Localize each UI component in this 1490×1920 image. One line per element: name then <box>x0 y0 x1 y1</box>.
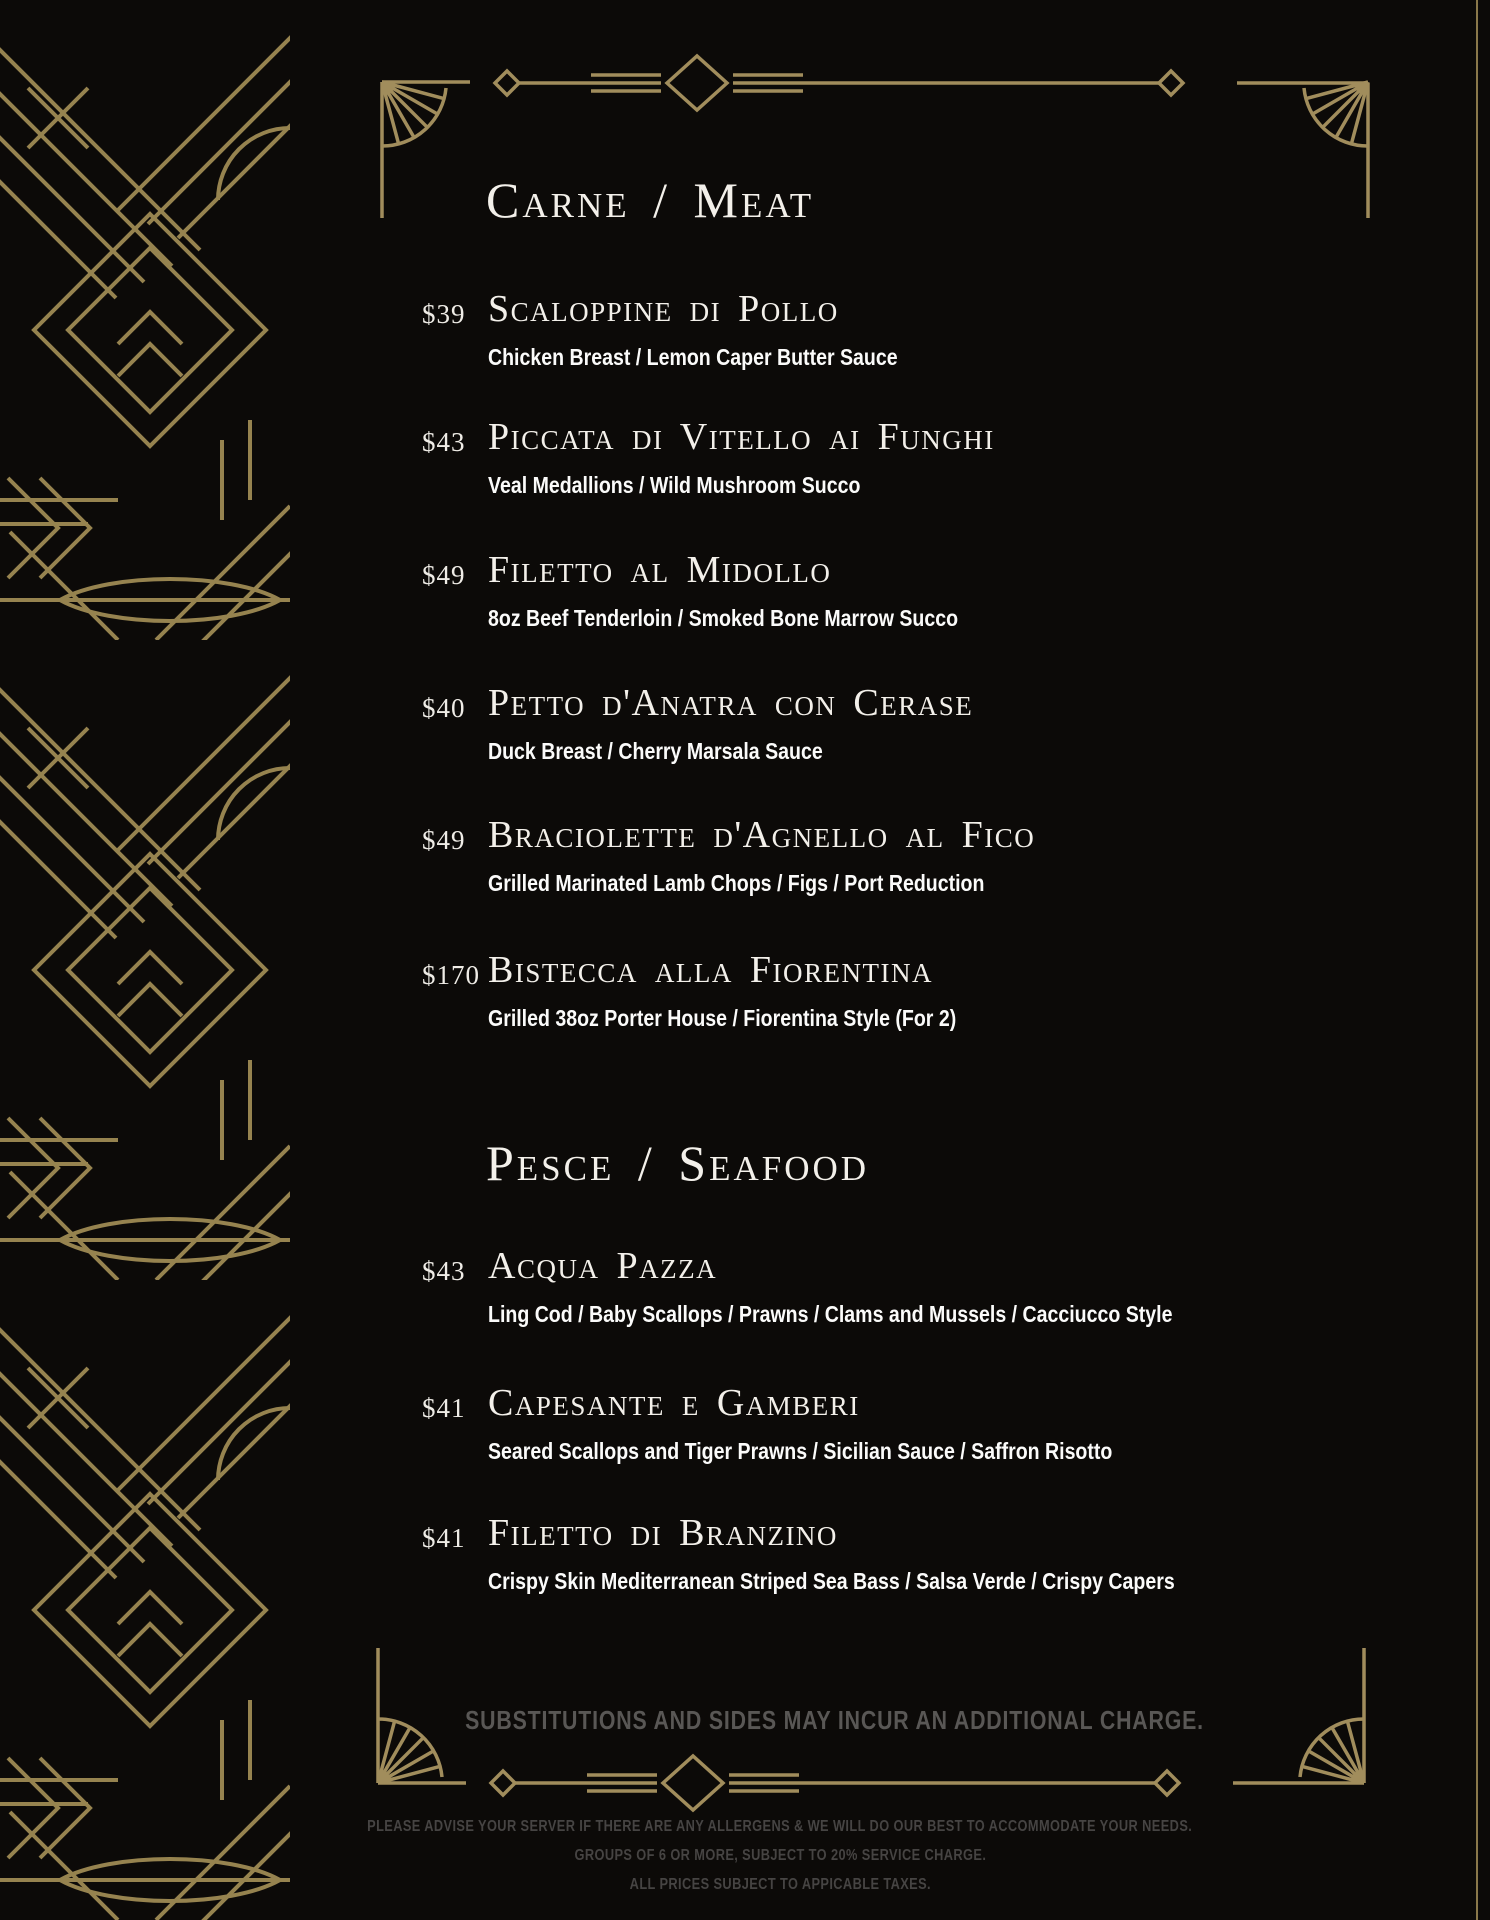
item-price: $41 <box>422 1523 466 1553</box>
section-title-carne-meat: Carne / Meat <box>486 172 815 228</box>
menu-item <box>0 813 1490 931</box>
section-title-pesce-seafood: Pesce / Seafood <box>486 1135 870 1191</box>
menu-item <box>0 681 1490 799</box>
item-description: Duck Breast / Cherry Marsala Sauce <box>488 738 823 764</box>
item-name: Acqua Pazza <box>488 1245 718 1287</box>
substitutions-note-text: SUBSTITUTIONS AND SIDES MAY INCUR AN ADDITIONAL CHARGE. <box>465 1705 1205 1735</box>
item-description: Ling Cod / Baby Scallops / Prawns / Clams and Mussels / Cacciucco Style <box>488 1301 1173 1327</box>
fan-corner-top-right-icon <box>1237 82 1368 218</box>
menu-item <box>0 1381 1490 1499</box>
diamond-divider-icon <box>491 1756 1179 1810</box>
item-description: Seared Scallops and Tiger Prawns / Sicilian Sauce / Saffron Risotto <box>488 1438 1113 1464</box>
item-name: Petto d'Anatra con Cerase <box>488 682 974 724</box>
item-description: Grilled Marinated Lamb Chops / Figs / Port Reduction <box>488 870 985 896</box>
fine-print-line: PLEASE ADVISE YOUR SERVER IF THERE ARE ANY ALLERGENS & WE WILL DO OUR BEST TO ACCOMMODATE YOUR NEEDS. <box>367 1818 1193 1835</box>
fine-print <box>70 1812 1490 1899</box>
item-price: $43 <box>422 1256 466 1286</box>
item-description: Veal Medallions / Wild Mushroom Succo <box>488 472 861 498</box>
item-price: $39 <box>422 299 466 329</box>
fine-print-line: ALL PRICES SUBJECT TO APPICABLE TAXES. <box>629 1876 931 1893</box>
fan-corner-top-left-icon <box>382 82 470 218</box>
item-price: $170 <box>422 960 480 990</box>
substitutions-note <box>330 1703 1340 1737</box>
menu-item <box>0 1244 1490 1362</box>
item-price: $49 <box>422 560 466 590</box>
menu-item <box>0 287 1490 405</box>
item-name: Piccata di Vitello ai Funghi <box>488 416 995 458</box>
menu-item <box>0 948 1490 1066</box>
item-name: Capesante e Gamberi <box>488 1382 860 1424</box>
item-price: $40 <box>422 693 466 723</box>
item-name: Filetto di Branzino <box>488 1512 838 1554</box>
item-name: Braciolette d'Agnello al Fico <box>488 814 1036 856</box>
item-name: Filetto al Midollo <box>488 549 832 591</box>
item-description: Chicken Breast / Lemon Caper Butter Sauce <box>488 344 898 370</box>
menu-item <box>0 1511 1490 1629</box>
item-description: Grilled 38oz Porter House / Fiorentina Style (For 2) <box>488 1005 957 1031</box>
menu-item <box>0 548 1490 666</box>
item-description: Crispy Skin Mediterranean Striped Sea Bass / Salsa Verde / Crispy Capers <box>488 1568 1175 1594</box>
menu-item <box>0 415 1490 533</box>
item-name: Scaloppine di Pollo <box>488 288 839 330</box>
item-price: $43 <box>422 427 466 457</box>
item-name: Bistecca alla Fiorentina <box>488 949 933 991</box>
item-price: $49 <box>422 825 466 855</box>
fine-print-line: GROUPS OF 6 OR MORE, SUBJECT TO 20% SERVICE CHARGE. <box>574 1847 986 1864</box>
diamond-divider-icon <box>495 56 1183 110</box>
item-description: 8oz Beef Tenderloin / Smoked Bone Marrow Succo <box>488 605 959 631</box>
item-price: $41 <box>422 1393 466 1423</box>
